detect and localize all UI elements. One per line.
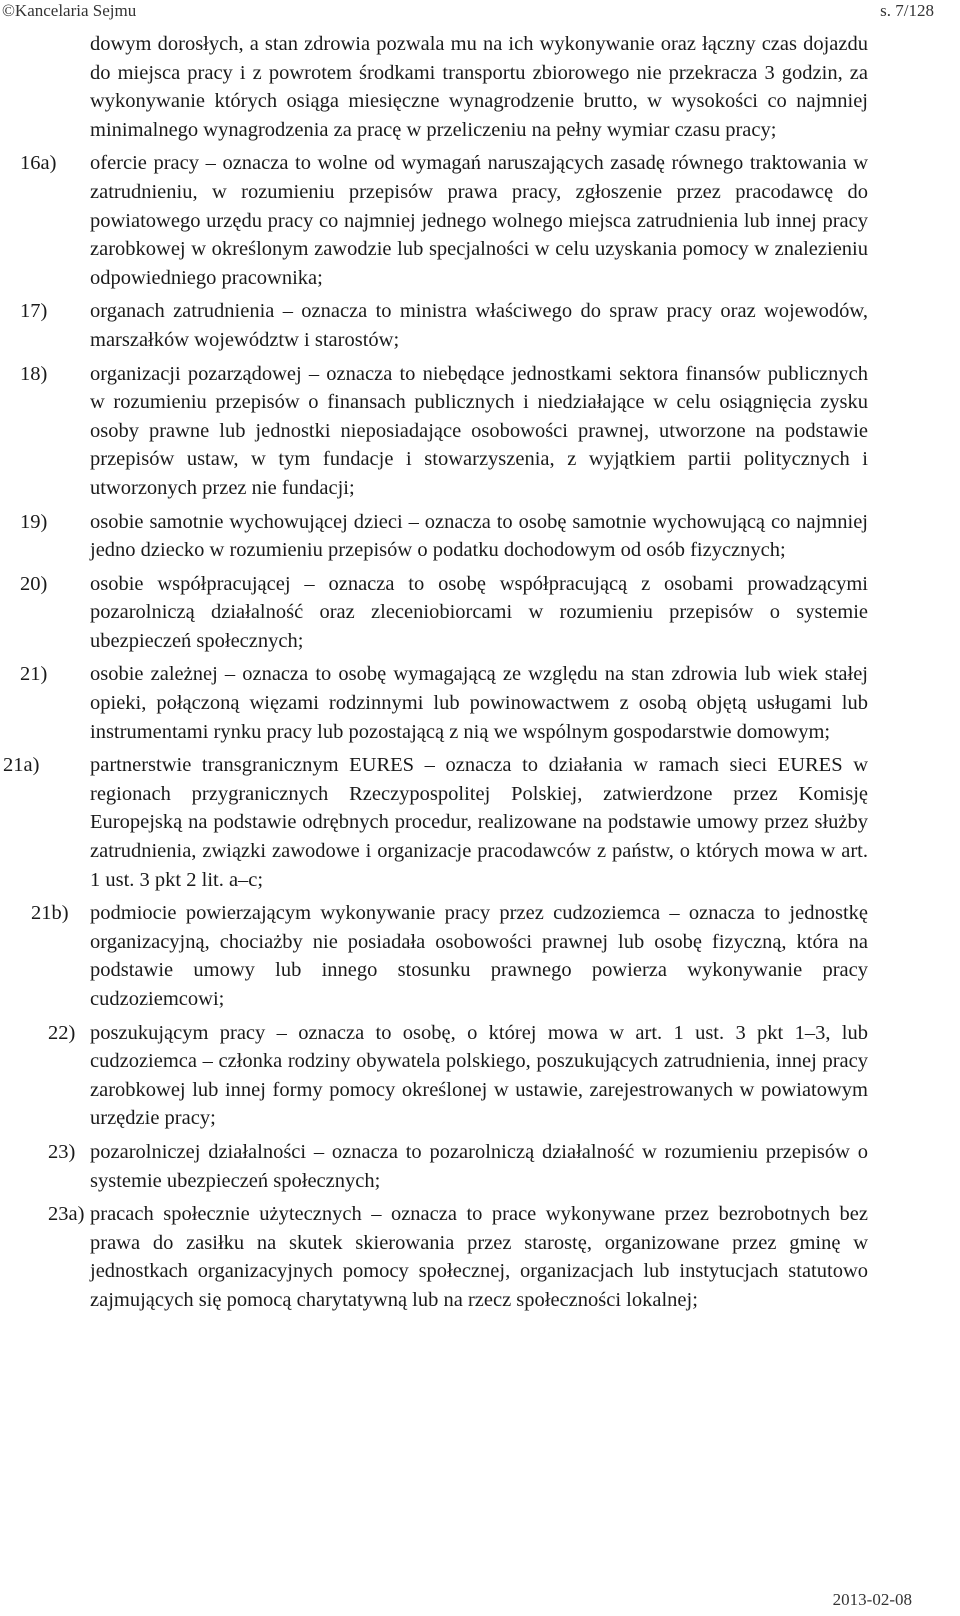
list-item — [48, 1200, 868, 1314]
item-number: 21) — [20, 663, 48, 686]
item-text: poszukującym pracy – oznacza to osobę, o której mowa w art. 1 ust. 3 pkt 1–3, lub cudzoziemca – członka rodziny obywatela polskiego, poszukujących zatrudnienia, innej pracy zarobkowej lub innej formy pomocy określonej w ustawie, zarejestrowanych w powiatowym urzędzie pracy; — [90, 1021, 868, 1130]
item-text: ofercie pracy – oznacza to wolne od wymagań naruszających zasadę równego traktowania w zatrudnieniu, w rozumieniu przepisów prawa pracy, zgłoszenie przez pracodawcę do powiatowego urzędu pracy co najmniej jednego wolnego miejsca zatrudnienia lub innej pracy zarobkowej w określonym zawodzie lub specjalności w celu uzyskania pomocy w znalezieniu odpowiedniego pracownika; — [90, 152, 868, 289]
item-number: 17) — [20, 300, 48, 323]
item-number: 22) — [48, 1021, 76, 1044]
item-number: 18) — [20, 362, 48, 385]
item-text: pracach społecznie użytecznych – oznacza to prace wykonywane przez bezrobotnych bez prawa do zasiłku na skutek skierowania przez starostę, organizowane przez gminę w jednostkach organizacyjnych pomocy społecznej, organizacjach lub instytucjach statutowo zajmujących się pomocą charytatywną lub na rzecz społeczności lokalnej; — [90, 1203, 868, 1311]
list-item — [20, 149, 868, 292]
item-text: dowym dorosłych, a stan zdrowia pozwala mu na ich wykonywanie oraz łączny czas dojazdu do miejsca pracy i z powrotem środkami transportu zbiorowego nie przekracza 3 godzin, za wykonywanie których osiąga miesięczne wynagrodzenie brutto, w wysokości co najmniej minimalnego wynagrodzenia za pracę w przeliczeniu na pełny wymiar czasu pracy; — [90, 33, 868, 141]
item-text: partnerstwie transgranicznym EURES – oznacza to działania w ramach sieci EURES w regionach przygranicznych Rzeczypospolitej Polskiej, zatwierdzone przez Komisję Europejską na podstawie odrębnych procedur, realizowane na podstawie umowy przez służby zatrudnienia, związki zawodowe i organizacje pracodawców z państw, o których mowa w art. 1 ust. 3 pkt 2 lit. a–c; — [90, 754, 868, 891]
item-number: 23a) — [48, 1203, 85, 1226]
list-item — [48, 1019, 868, 1133]
document-date: 2013-02-08 — [832, 1590, 912, 1609]
copyright-label: ©Kancelaria Sejmu — [2, 1, 137, 20]
item-text: osobie zależnej – oznacza to osobę wymagającą ze względu na stan zdrowia lub wiek stałej opieki, połączoną więzami rodzinnymi lub powinowactwem z osobą objętą usługami lub instrumentami rynku pracy lub pozostającą z nią we wspólnym gospodarstwie domowym; — [90, 663, 868, 743]
list-item — [31, 899, 868, 1013]
list-item — [90, 30, 868, 144]
item-text: osobie współpracującej – oznacza to osobę współpracującą z osobami prowadzącymi pozarolniczą działalność oraz zleceniobiorcami w rozumieniu przepisów o systemie ubezpieczeń społecznych; — [90, 572, 868, 652]
list-item — [20, 360, 868, 503]
item-text: osobie samotnie wychowującej dzieci – oznacza to osobę samotnie wychowującą co najmniej jedno dziecko w rozumieniu przepisów o podatku dochodowym od osób fizycznych; — [90, 510, 868, 562]
item-number: 16a) — [20, 152, 57, 175]
item-text: podmiocie powierzającym wykonywanie pracy przez cudzoziemca – oznacza to jednostkę organizacyjną, chociażby nie posiadała osobowości prawnej lub osobę fizyczną, która na podstawie umowy lub innego stosunku prawnego powierza wykonywanie pracy cudzoziemcowi; — [90, 902, 868, 1010]
item-number: 21b) — [31, 902, 69, 925]
list-item — [20, 297, 868, 354]
item-number: 21a) — [3, 754, 40, 777]
page-header — [0, 0, 960, 26]
list-item — [20, 508, 868, 565]
list-item — [20, 660, 868, 746]
definitions-list — [0, 30, 960, 1320]
item-text: organach zatrudnienia – oznacza to ministra właściwego do spraw pracy oraz wojewodów, marszałków województw i starostów; — [90, 300, 868, 351]
list-item — [48, 1138, 868, 1195]
item-number: 19) — [20, 510, 48, 533]
item-text: pozarolniczej działalności – oznacza to pozarolniczą działalność w rozumieniu przepisów o systemie ubezpieczeń społecznych; — [90, 1140, 868, 1192]
list-item — [20, 570, 868, 656]
list-item — [3, 751, 868, 894]
item-text: organizacji pozarządowej – oznacza to niebędące jednostkami sektora finansów publicznych w rozumieniu przepisów o finansach publicznych i niedziałające w celu osiągnięcia zysku osoby prawne lub jednostki nieposiadające osobowości prawnej, utworzone na podstawie przepisów ustaw, w tym fundacje i stowarzyszenia, z wyjątkiem partii politycznych i utworzonych przez nie fundacji; — [90, 362, 868, 499]
item-number: 20) — [20, 572, 48, 595]
item-number: 23) — [48, 1140, 76, 1163]
page-number: s. 7/128 — [880, 1, 934, 20]
